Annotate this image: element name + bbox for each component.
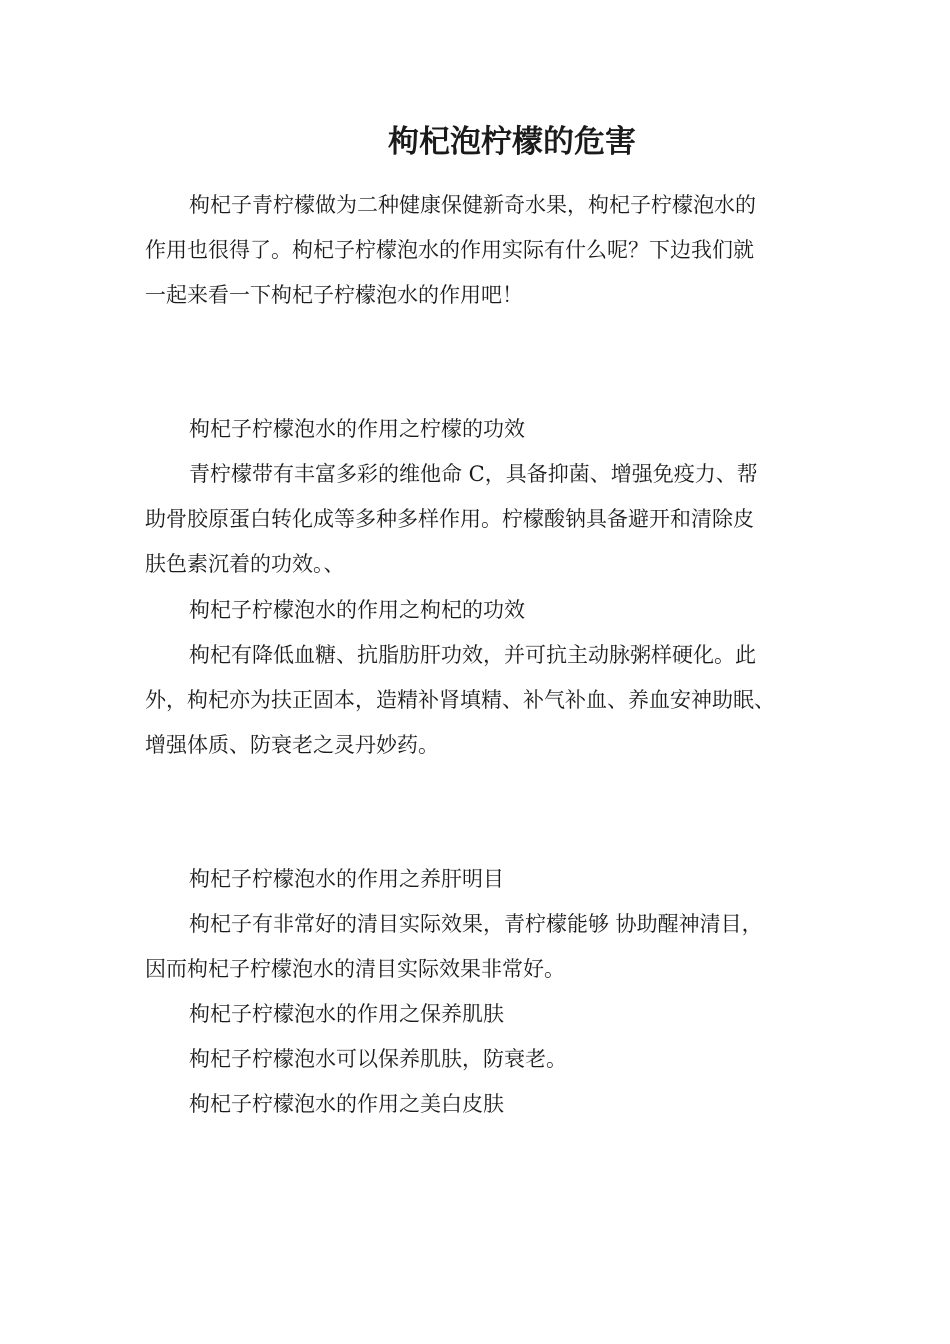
paragraph-line: 作用也很得了。枸杞子柠檬泡水的作用实际有什么呢？下边我们就 [145, 238, 754, 262]
section-heading-lemon [145, 407, 825, 452]
goji-paragraph [145, 633, 825, 768]
heading-line: 枸杞子柠檬泡水的作用之柠檬的功效 [189, 417, 525, 441]
paragraph-line: 助骨胶原蛋白转化成等多种多样作用。柠檬酸钠具备避开和清除皮 [145, 507, 754, 531]
document-title: 枸杞泡柠檬的危害 [388, 124, 636, 160]
section-heading-skin-care [145, 992, 825, 1037]
paragraph-line: 枸杞子青柠檬做为二种健康保健新奇水果，枸杞子柠檬泡水的 [189, 193, 756, 217]
paragraph-line: 外，枸杞亦为扶正固本，造精补肾填精、补气补血、养血安神助眠、 [145, 688, 775, 712]
lemon-paragraph [145, 452, 825, 587]
skin-care-paragraph [145, 1037, 825, 1082]
paragraph-line: 枸杞有降低血糖、抗脂肪肝功效，并可抗主动脉粥样硬化。此 [189, 643, 756, 667]
heading-line: 枸杞子柠檬泡水的作用之枸杞的功效 [189, 598, 525, 622]
heading-line: 枸杞子柠檬泡水的作用之美白皮肤 [189, 1092, 504, 1116]
intro-paragraph [145, 183, 825, 318]
paragraph-line: 青柠檬带有丰富多彩的维他命 C，具备抑菌、增强免疫力、帮 [189, 462, 758, 486]
paragraph-line: 枸杞子柠檬泡水可以保养肌肤，防衰老。 [189, 1047, 567, 1071]
paragraph-line: 肤色素沉着的功效。、 [145, 552, 345, 576]
section-heading-whitening [145, 1082, 825, 1127]
paragraph-line: 增强体质、防衰老之灵丹妙药。 [145, 733, 439, 757]
paragraph-line: 一起来看一下枸杞子柠檬泡水的作用吧！ [145, 283, 523, 307]
paragraph-line: 因而枸杞子柠檬泡水的清目实际效果非常好。 [145, 957, 565, 981]
eyes-paragraph [145, 902, 825, 992]
section-heading-eyes [145, 857, 825, 902]
section-heading-goji [145, 588, 825, 633]
heading-line: 枸杞子柠檬泡水的作用之保养肌肤 [189, 1002, 504, 1026]
heading-line: 枸杞子柠檬泡水的作用之养肝明目 [189, 867, 504, 891]
paragraph-line: 枸杞子有非常好的清目实际效果，青柠檬能够 协助醒神清目， [189, 912, 763, 936]
